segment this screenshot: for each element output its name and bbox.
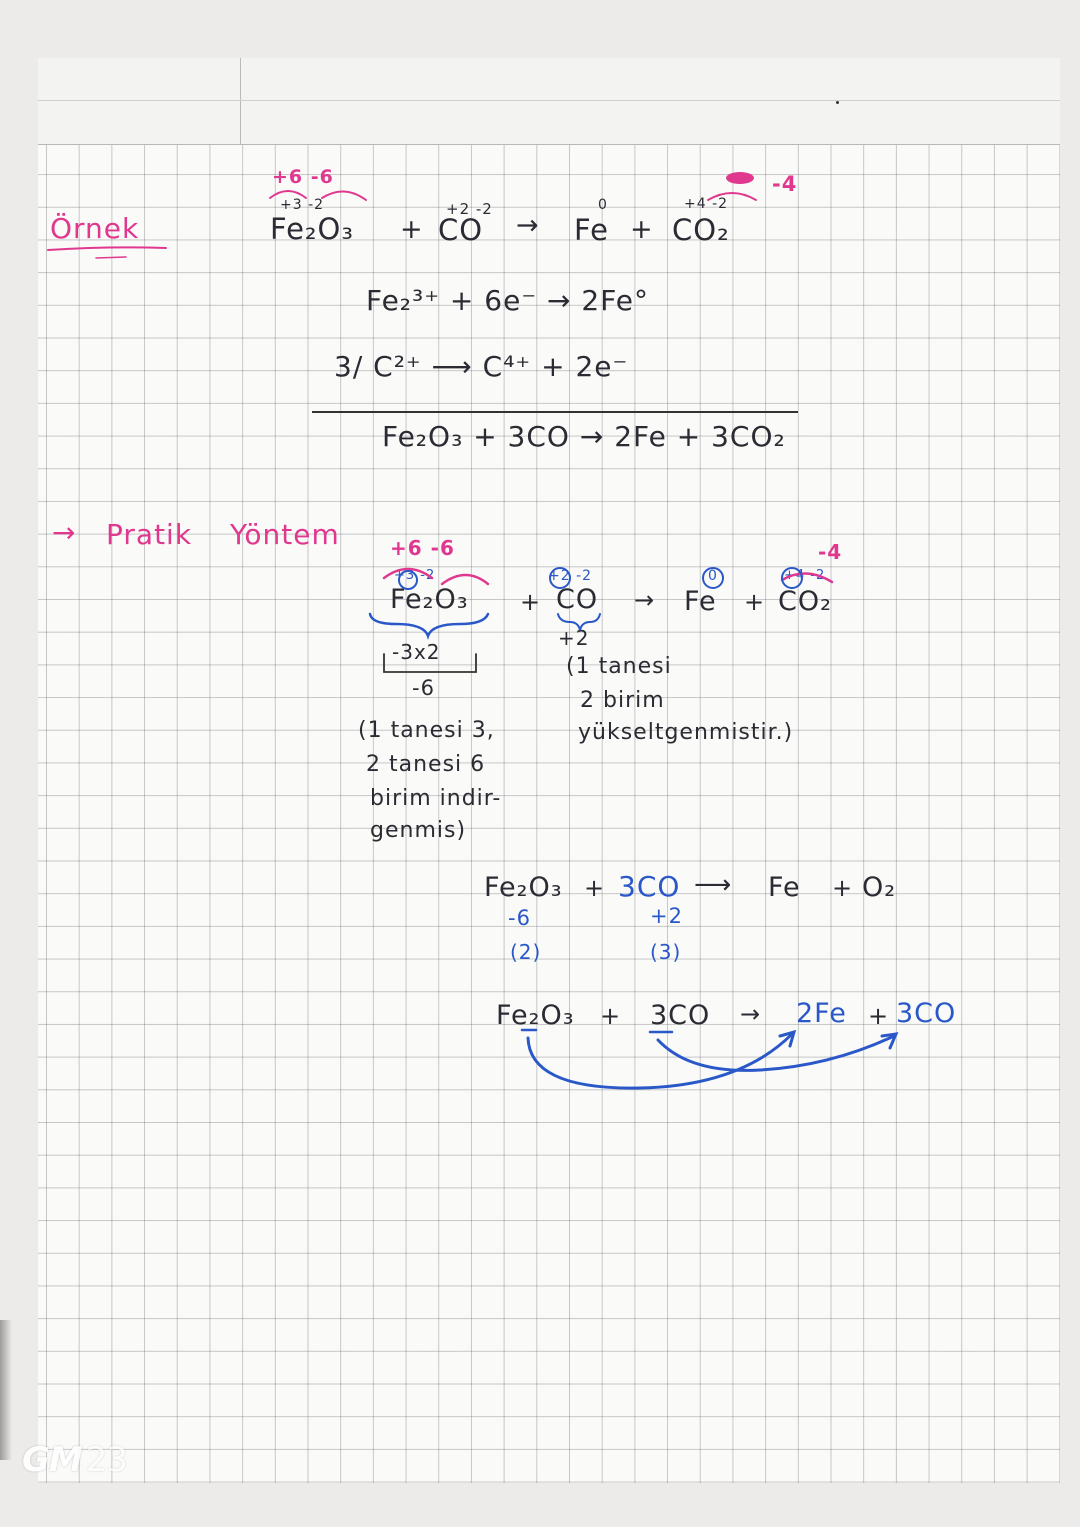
practical-arrow-eq: →	[634, 586, 656, 614]
fe-oxidation-number: 0	[598, 197, 608, 213]
example-co: CO	[438, 213, 484, 247]
practical-fe2o3: Fe₂O₃	[390, 584, 469, 615]
eq2-paren-1: (2)	[510, 940, 542, 964]
practical-co2: CO₂	[778, 586, 832, 617]
practical-heading-yontem: Yöntem	[230, 518, 340, 551]
eq2-fe: Fe	[768, 872, 801, 903]
half-reaction-reduction: Fe₂³⁺ + 6e⁻ → 2Fe°	[366, 284, 649, 317]
eq3-3co-product: 3CO	[896, 998, 957, 1029]
watermark-logo	[22, 1440, 127, 1480]
eq2-plus-1: +	[584, 874, 606, 902]
note-left-line-1: (1 tanesi 3,	[358, 718, 495, 743]
practical-arrow: →	[52, 516, 77, 549]
practical-plus-2: +	[744, 588, 766, 616]
example-co2: CO₂	[672, 213, 730, 247]
sum-line	[312, 411, 798, 413]
note-left-line-2: 2 tanesi 6	[366, 752, 486, 777]
practical-co2-total: -4	[818, 540, 843, 564]
header-divider	[240, 58, 241, 144]
practical-fe2o3-totals: +6 -6	[390, 536, 455, 560]
practical-fe-ox: 0	[708, 568, 718, 584]
eq3-plus-1: +	[600, 1002, 622, 1030]
practical-co2-ox: +4 -2	[784, 568, 826, 583]
example-heading: Örnek	[50, 212, 140, 245]
practical-heading-pratik: Pratik	[106, 518, 193, 551]
fe2o3-oxidation-numbers: +3 -2	[280, 197, 325, 213]
practical-fe2o3-ox: +3 -2	[394, 568, 436, 583]
eq2-value-1: -6	[508, 906, 531, 930]
eq3-3co: 3CO	[650, 1000, 711, 1031]
practical-plus-1: +	[520, 588, 542, 616]
eq3-2fe: 2Fe	[796, 998, 847, 1029]
half-reaction-oxidation: 3/ C²⁺ ⟶ C⁴⁺ + 2e⁻	[334, 350, 629, 383]
example-plus-1: +	[400, 214, 424, 245]
note-right-line-2: 2 birim	[580, 688, 665, 713]
co-value: +2	[558, 626, 590, 650]
eq3-fe2o3: Fe₂O₃	[496, 1000, 575, 1031]
note-left-line-3: birim indir-	[370, 786, 502, 811]
practical-fe: Fe	[684, 586, 717, 617]
eq2-o2: O₂	[862, 872, 897, 903]
note-right-line-1: (1 tanesi	[566, 654, 672, 679]
note-right-line-3: yükseltgenmistir.)	[578, 720, 794, 745]
example-fe: Fe	[574, 213, 609, 247]
eq2-plus-2: +	[832, 874, 854, 902]
eq2-paren-2: (3)	[650, 940, 682, 964]
ink-dot	[836, 101, 839, 104]
eq2-3co: 3CO	[618, 870, 681, 903]
fe2o3-total-charges: +6 -6	[272, 166, 334, 188]
watermark-brand: GM	[22, 1440, 82, 1480]
example-arrow: →	[516, 210, 540, 241]
eq2-fe2o3: Fe₂O₃	[484, 872, 563, 903]
binding-shadow	[0, 1320, 12, 1460]
balanced-equation: Fe₂O₃ + 3CO → 2Fe + 3CO₂	[382, 420, 786, 453]
eq3-plus-2: +	[868, 1002, 890, 1030]
practical-co: CO	[556, 584, 599, 615]
example-plus-2: +	[630, 214, 654, 245]
page-header-area	[38, 58, 1060, 145]
note-left-line-4: genmis)	[370, 818, 467, 843]
notebook-page	[38, 58, 1060, 1483]
watermark-year: 23	[85, 1440, 128, 1480]
practical-co-ox: +2 -2	[548, 568, 593, 584]
eq2-arrow: ⟶	[694, 870, 733, 900]
fe-calc-result: -6	[412, 676, 435, 700]
fe-calc: -3x2	[392, 640, 441, 664]
co2-oxidation-numbers: +4 -2	[684, 196, 729, 212]
co-oxidation-numbers: +2 -2	[446, 200, 493, 218]
eq2-value-2: +2	[650, 904, 683, 928]
header-rule	[38, 100, 1060, 101]
eq3-arrow: →	[740, 1000, 762, 1028]
example-fe2o3: Fe₂O₃	[270, 212, 355, 246]
co2-total-charge: -4	[772, 172, 798, 196]
